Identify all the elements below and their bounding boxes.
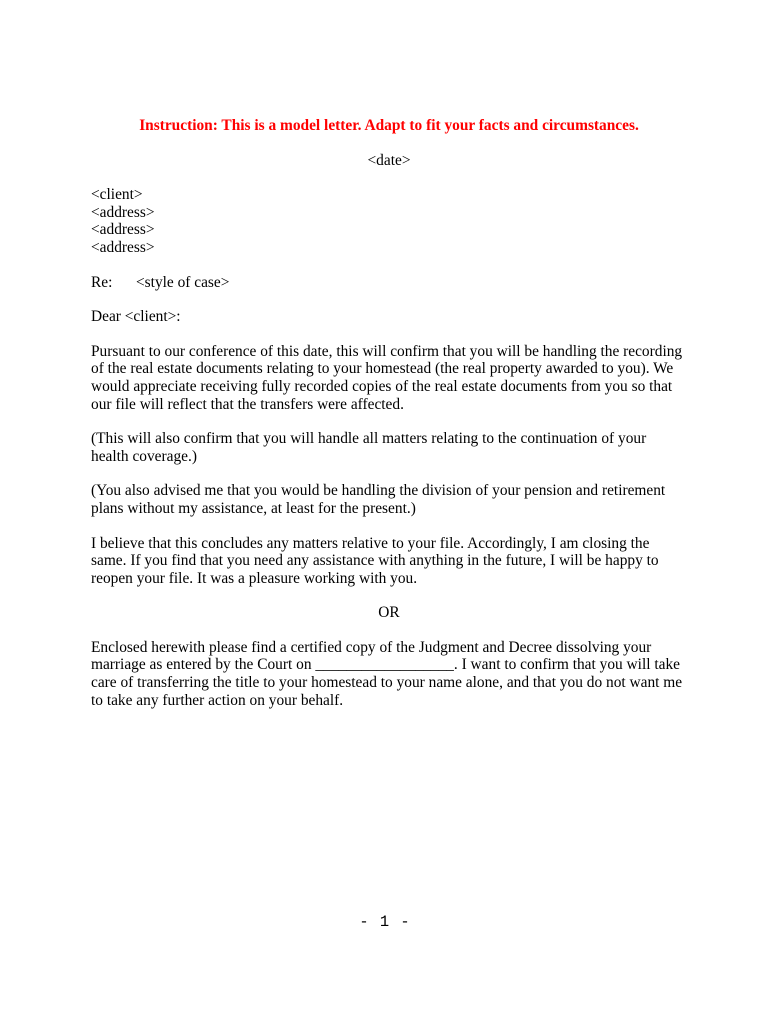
- re-line: [91, 274, 687, 292]
- instruction-heading: Instruction: This is a model letter. Adapt to fit your facts and circumstances.: [139, 117, 639, 134]
- body-paragraph: Pursuant to our conference of this date, this will confirm that you will be handling the recording of the real estate documents relating to your homestead (the real property awarded to you). We would appreciate receiving fully recorded copies of the real estate documents from you so that our file will reflect that the transfers were affected.: [91, 342, 683, 413]
- recipient-address-line: <address>: [91, 203, 155, 221]
- date-placeholder: <date>: [367, 151, 411, 169]
- salutation: Dear <client>:: [91, 308, 181, 326]
- letter-body: [91, 117, 687, 726]
- body-paragraph: (This will also confirm that you will handle all matters relating to the continuation of your health coverage.): [91, 430, 647, 465]
- recipient-address-block: [91, 186, 687, 256]
- recipient-address-line: <address>: [91, 238, 155, 256]
- body-paragraph: I believe that this concludes any matters relative to your file. Accordingly, I am closing the same. If you find that you need any assistance with anything in the future, I will be happy to reopen your file. It was a pleasure working with you.: [91, 534, 659, 587]
- body-paragraph: (You also advised me that you would be handling the division of your pension and retirement plans without my assistance, at least for the present.): [91, 482, 666, 517]
- alternate-paragraph: Enclosed herewith please find a certified copy of the Judgment and Decree dissolving your marriage as entered by the Court on __________________. I want to confirm that you will take care of transferring the title to your homestead to your name alone, and that you do not want me to take any further action on your behalf.: [91, 638, 683, 709]
- re-value: <style of case>: [136, 273, 230, 291]
- page-number: - 1 -: [359, 913, 411, 931]
- recipient-address-line: <address>: [91, 221, 155, 239]
- re-label: Re:: [91, 273, 113, 291]
- or-divider: OR: [378, 604, 400, 622]
- recipient-client: <client>: [91, 186, 143, 204]
